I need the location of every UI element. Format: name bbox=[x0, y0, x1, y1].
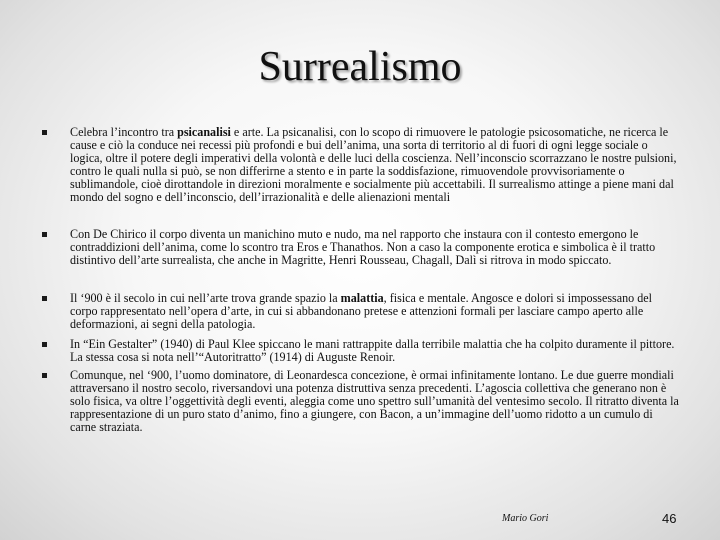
bullet-text: Con De Chirico il corpo diventa un manichino muto e nudo, ma nel rapporto che instaura con il contesto emergono le contraddizioni dell’anima, come lo scontro tra Eros e Thanathos. Non a caso la componente erotica e simbolica è il tratto distintivo dell’arte surrealista, che anche in Magritte, Henri Rousseau, Chagall, Dalì si ritrova in modo spiccato. bbox=[70, 227, 656, 268]
bullet-text: Comunque, nel ‘900, l’uomo dominatore, di Leonardesca concezione, è ormai infinitamente lontano. Le due guerre mondiali attraversano il nostro secolo, riversandovi una potenza distruttiva senza precedenti. L’agoscia collettiva che generano non è solo fisica, va oltre l’oggettività degli eventi, aleggia come uno spettro sull’umanità del ventesimo secolo. Il ritratto diventa la rappresentazione di un puro stato d’animo, fino a giungere, con Bacon, a un’immagine dell’uomo ridotto a un cumulo di carne straziata. bbox=[70, 368, 679, 435]
footer-author: Mario Gori bbox=[502, 513, 549, 524]
bullet-text: In “Ein Gestalter” (1940) di Paul Klee spiccano le mani rattrappite dalla terribile malattia che ha colpito duramente il pittore. La stessa cosa si nota nell’“Autoritratto” (1914) di Auguste Renoir. bbox=[70, 337, 675, 365]
bullet-item-klee bbox=[40, 338, 680, 365]
bullet-text-pre: Celebra l’incontro tra bbox=[70, 125, 178, 139]
bullet-square-icon bbox=[42, 130, 47, 135]
bullet-text-post: , fisica e mentale. Angosce e dolori si impossessano del corpo rappresentato nell’opera d’arte, in cui si abbandonano pretese e attenzioni formali per lasciare campo aperto alle deformazioni, ai segni della patologia. bbox=[70, 291, 653, 332]
bullet-list bbox=[40, 126, 680, 436]
bullet-item-malattia bbox=[40, 292, 680, 332]
bullet-square-icon bbox=[42, 342, 47, 347]
bullet-square-icon bbox=[42, 373, 47, 378]
bullet-item-de-chirico bbox=[40, 228, 680, 286]
bullet-text-pre: Il ‘900 è il secolo in cui nell’arte trova grande spazio la bbox=[70, 291, 341, 305]
bullet-square-icon bbox=[42, 232, 47, 237]
page-number: 46 bbox=[662, 511, 677, 526]
bullet-square-icon bbox=[42, 296, 47, 301]
slide-title: Surrealismo bbox=[258, 44, 462, 90]
bullet-text-bold: malattia bbox=[340, 291, 384, 305]
bullet-item-psicanalisi bbox=[40, 126, 680, 219]
bullet-text-post: e arte. La psicanalisi, con lo scopo di rimuovere le patologie psicosomatiche, ne ricerca le cause e ciò la conduce nei recessi più profondi e bui dell’anima, una sorta di territorio al di fuori di ogni legge sociale o logica, oltre il potere degli imperativi della volontà e delle luci della coscienza. Nell’inconscio scorrazzano le nostre pulsioni, contro le quali nulla si può, se non differirne a stento e in parte la soddisfazione, rimuovendole provvisoriamente o sublimandole, cioè dirottandole in direzioni moralmente e socialmente più accettabili. Il surrealismo attinge a piene mani dal mondo del sogno e dell’inconscio, dell’irrazionalità e delle alienazioni mentali bbox=[70, 125, 677, 205]
bullet-text-bold: psicanalisi bbox=[177, 125, 231, 139]
bullet-item-novecento bbox=[40, 369, 680, 436]
